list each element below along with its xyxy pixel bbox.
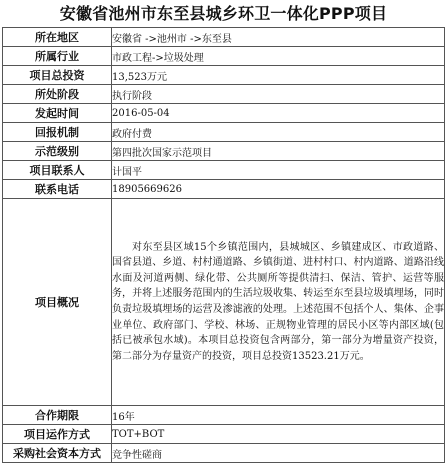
- table-row: [3, 406, 445, 425]
- table-row: [3, 47, 445, 66]
- table-row: [3, 180, 445, 199]
- row-label: 采购社会资本方式: [3, 444, 112, 463]
- row-value: 竞争性磋商: [112, 444, 445, 463]
- document-title: 安徽省池州市东至县城乡环卫一体化PPP项目: [59, 4, 388, 23]
- table-row: [3, 28, 445, 47]
- table-row: [3, 199, 445, 406]
- row-value: 2016-05-04: [112, 104, 445, 123]
- row-label: 联系电话: [3, 180, 112, 199]
- table-row: [3, 142, 445, 161]
- row-label: 所处阶段: [3, 85, 112, 104]
- row-label: 项目总投资: [3, 66, 112, 85]
- row-value: 市政工程->垃圾处理: [112, 47, 445, 66]
- table-row: [3, 123, 445, 142]
- row-label: 合作期限: [3, 406, 112, 425]
- row-value: 18905669626: [112, 180, 445, 199]
- table-row: [3, 161, 445, 180]
- row-label: 发起时间: [3, 104, 112, 123]
- row-label: 所在地区: [3, 28, 112, 47]
- row-label: 回报机制: [3, 123, 112, 142]
- row-label: 所属行业: [3, 47, 112, 66]
- row-value: 安徽省 ->池州市 ->东至县: [112, 28, 445, 47]
- row-label: 项目联系人: [3, 161, 112, 180]
- table-row: [3, 66, 445, 85]
- row-label: 项目运作方式: [3, 425, 112, 444]
- row-label: 示范级别: [3, 142, 112, 161]
- project-overview-text: 对东至县区域15个乡镇范围内，县城城区、乡镇建成区、市政道路、国省县道、乡道、村村通道路、乡镇街道、进村村口、村内道路、道路沿线水面及河道两侧、绿化带、公共厕所等提供清扫、保洁、管护、运营等服务，并将上述服务范围内的生活垃圾收集、转运至东至县垃圾填埋场，同时负责垃圾填埋场的运营及渗滤液的处理。上述范围不包括个人、集体、企事业单位、政府部门、学校、林场、正规物业管理的居民小区等内部区域(包括已被承包水域)。本项目总投资包含两部分，第一部分为增量资产投资，第二部分为存量资产的投资，项目总投资13523.21万元。: [112, 199, 445, 406]
- table-row: [3, 85, 445, 104]
- row-value: TOT+BOT: [112, 425, 445, 444]
- project-info-table: [2, 27, 445, 463]
- row-value: 16年: [112, 406, 445, 425]
- row-value: 执行阶段: [112, 85, 445, 104]
- table-row: [3, 444, 445, 463]
- row-value: 计国平: [112, 161, 445, 180]
- row-value: 第四批次国家示范项目: [112, 142, 445, 161]
- row-value: 13,523万元: [112, 66, 445, 85]
- table-row: [3, 104, 445, 123]
- row-label: 项目概况: [3, 199, 112, 406]
- row-value: 政府付费: [112, 123, 445, 142]
- table-row: [3, 425, 445, 444]
